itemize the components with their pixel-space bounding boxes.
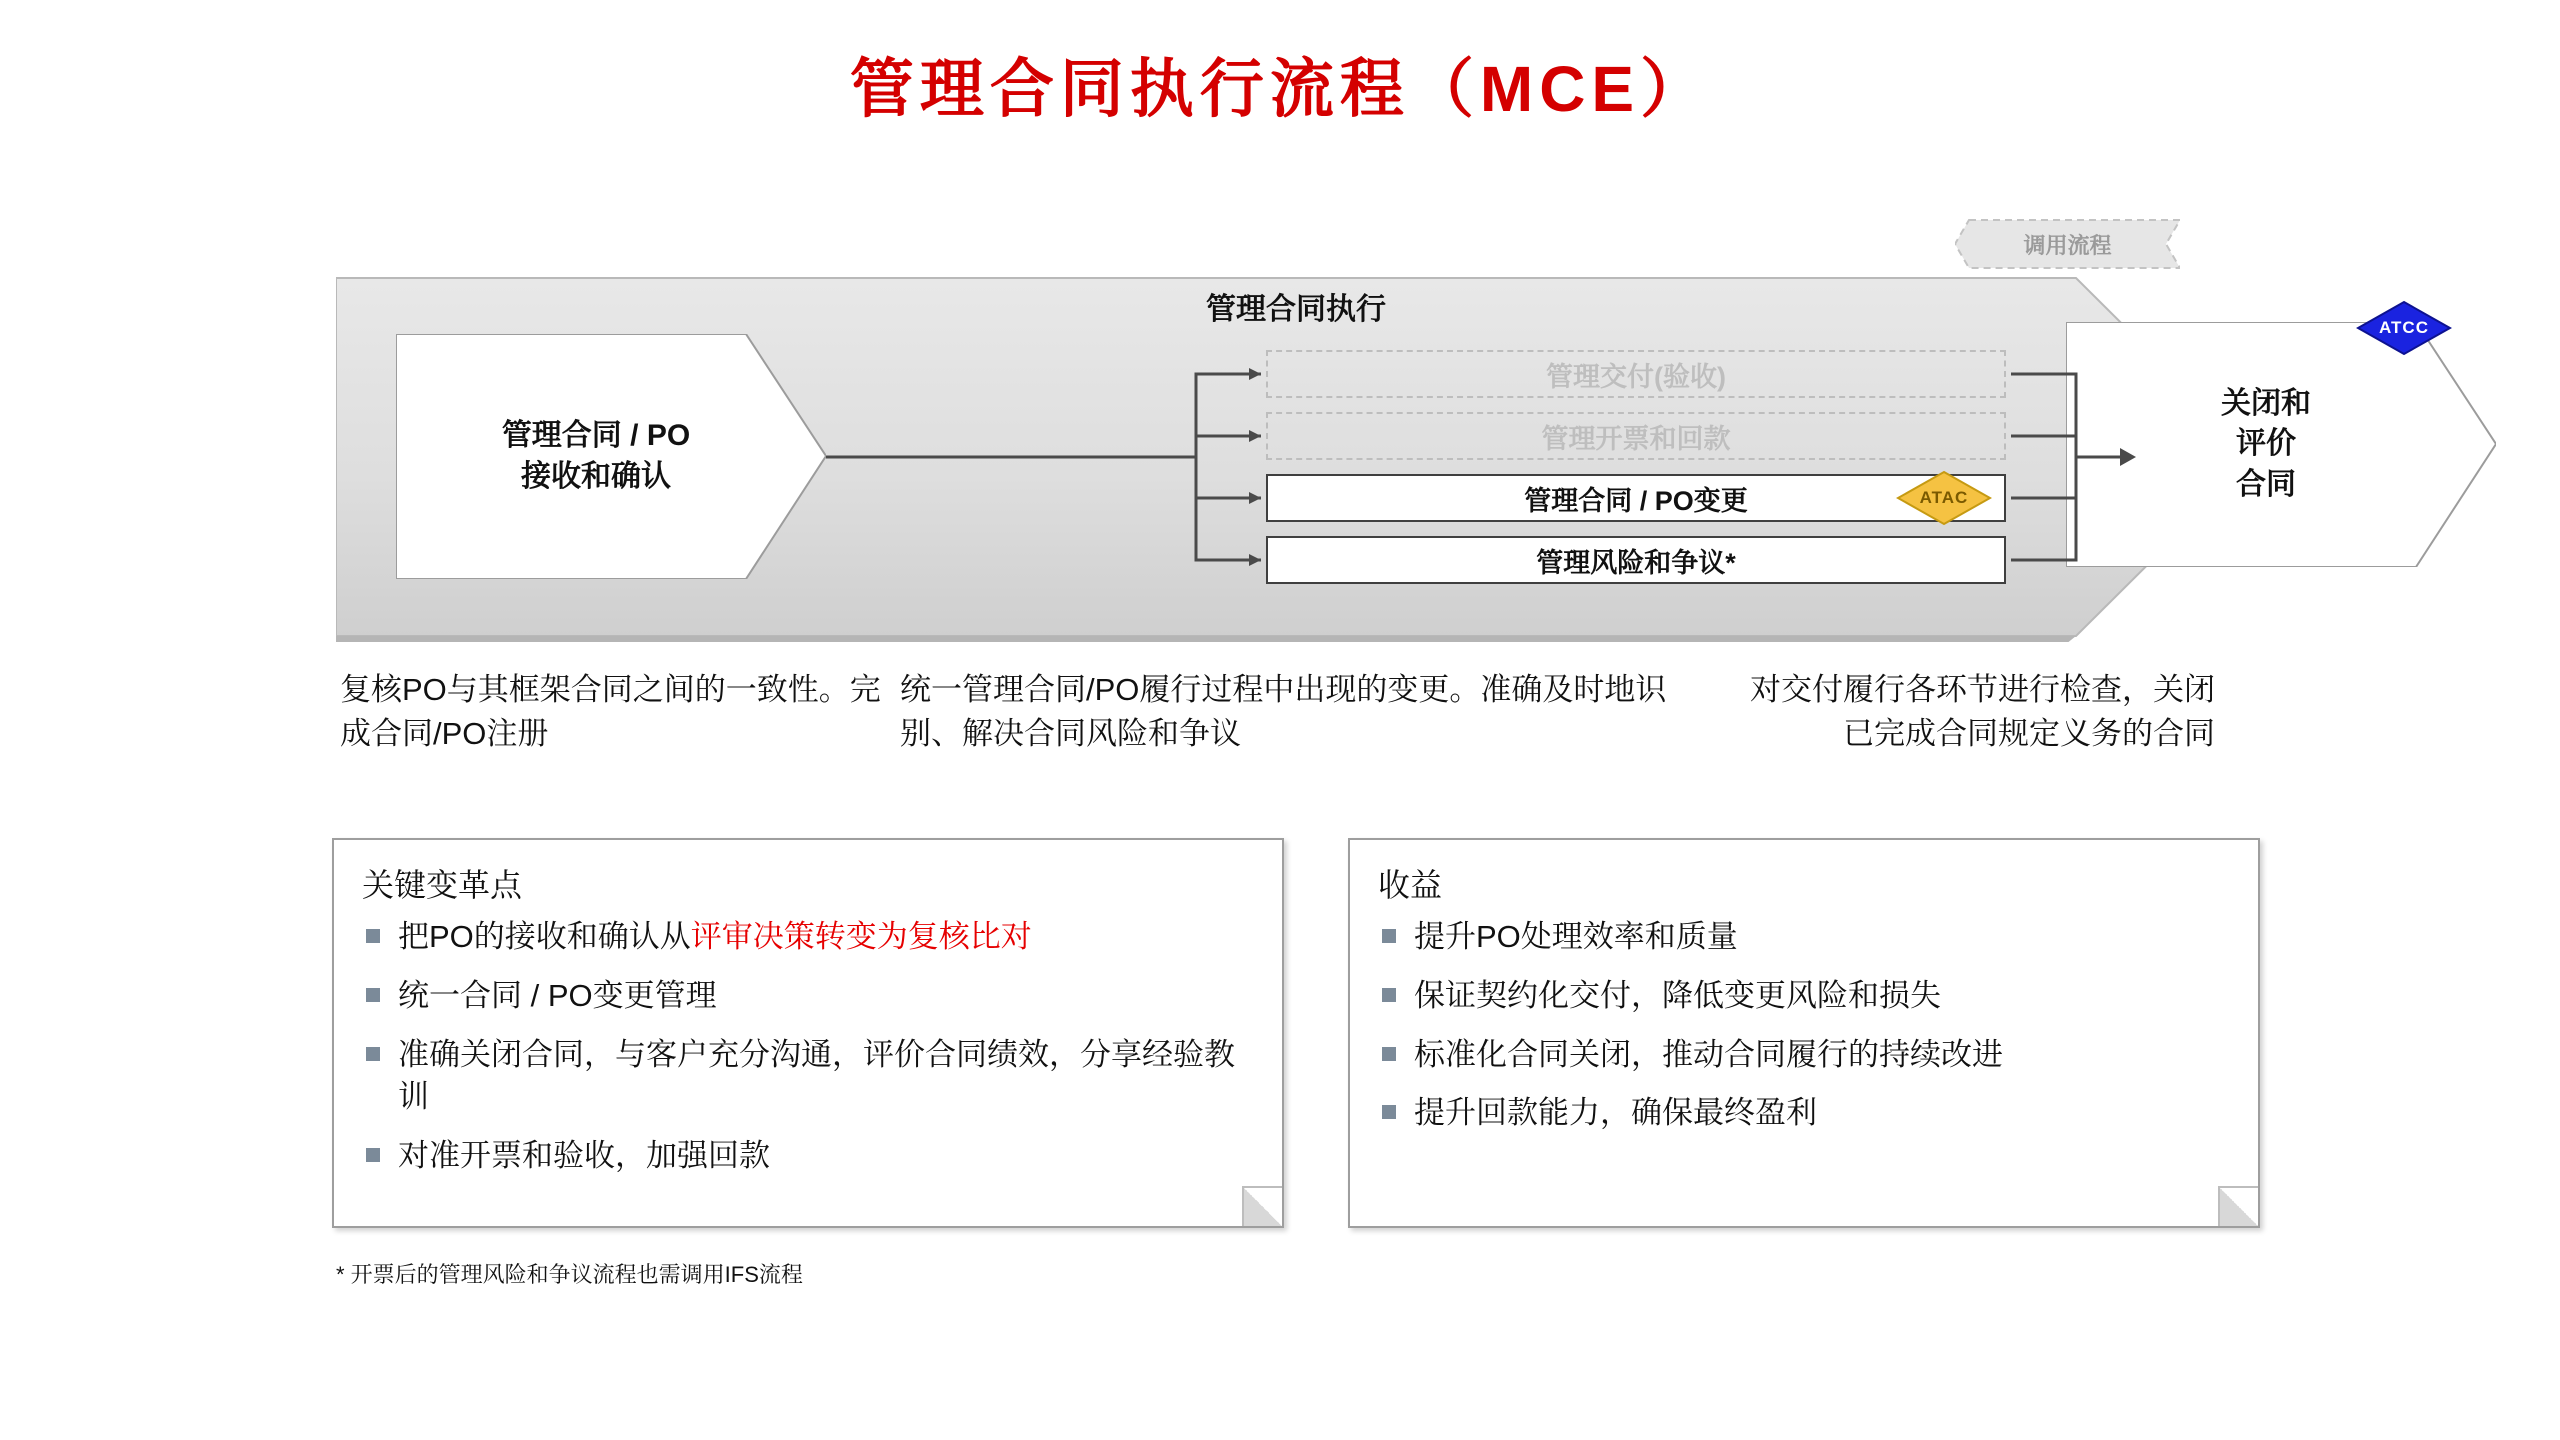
panel-key-changes-list xyxy=(334,910,1282,1178)
subprocess-invoice-collection[interactable]: 管理开票和回款 xyxy=(1266,412,2006,460)
list-item-text: 对准开票和验收，加强回款 xyxy=(398,1138,770,1174)
footnote: * 开票后的管理风险和争议流程也需调用IFS流程 xyxy=(336,1262,803,1287)
list-item xyxy=(1380,1034,2224,1077)
band-title: 管理合同执行 xyxy=(1206,293,1386,326)
list-item-text: 标准化合同关闭，推动合同履行的持续改进 xyxy=(1414,1036,2003,1072)
page-title: 管理合同执行流程（MCE） xyxy=(849,53,1711,125)
panel-key-changes xyxy=(332,838,1284,1228)
list-item xyxy=(1380,916,2224,959)
list-item xyxy=(1380,1092,2224,1135)
panel-benefits-heading: 收益 xyxy=(1378,867,1443,903)
stage-left-line1: 管理合同 / PO xyxy=(501,419,691,452)
list-item-text: 提升回款能力，确保最终盈利 xyxy=(1414,1095,1817,1131)
list-item-text: 准确关闭合同，与客户充分沟通，评价合同绩效，分享经验教训 xyxy=(398,1036,1235,1115)
stage-left-line2: 接收和确认 xyxy=(521,459,671,493)
list-item-text: 保证契约化交付，降低变更风险和损失 xyxy=(1414,977,1941,1013)
marker-atcc[interactable] xyxy=(2356,300,2452,356)
panel-benefits xyxy=(1348,838,2260,1228)
list-item xyxy=(364,1135,1248,1178)
list-item xyxy=(364,975,1248,1018)
marker-atac[interactable] xyxy=(1896,470,1992,526)
stage-right-line1: 关闭和 xyxy=(2221,386,2311,420)
process-flow-band xyxy=(336,272,2429,642)
subprocess-risk-dispute[interactable]: 管理风险和争议* xyxy=(1266,536,2006,584)
description-stage-1: 复核PO与其框架合同之间的一致性。完成合同/PO注册 xyxy=(340,672,881,752)
list-item-highlight: 评审决策转变为复核比对 xyxy=(690,919,1032,954)
subprocess-contract-change[interactable]: 管理合同 / PO变更 xyxy=(1266,474,2006,522)
panel-key-changes-heading: 关键变革点 xyxy=(362,867,523,903)
list-item-text: 统一合同 / PO变更管理 xyxy=(398,977,717,1013)
panel-corner-fold xyxy=(1242,1186,1282,1226)
stage-right-line3: 合同 xyxy=(2236,467,2296,501)
callout-label: 调用流程 xyxy=(2023,232,2112,258)
panel-benefits-list xyxy=(1350,910,2258,1135)
list-item xyxy=(364,1034,1248,1120)
description-stage-3: 对交付履行各环节进行检查，关闭已完成合同规定义务的合同 xyxy=(1750,672,2215,752)
panel-corner-fold xyxy=(2218,1186,2258,1226)
stage-right-line2: 评价 xyxy=(2236,427,2296,461)
subprocess-delivery[interactable]: 管理交付(验收) xyxy=(1266,350,2006,398)
description-stage-2: 统一管理合同/PO履行过程中出现的变更。准确及时地识别、解决合同风险和争议 xyxy=(900,672,1667,752)
list-item-text: 把PO的接收和确认从 xyxy=(398,919,691,954)
callout-invoke-process xyxy=(1955,218,2180,270)
marker-atcc-label: ATCC xyxy=(2379,318,2429,337)
marker-atac-label: ATAC xyxy=(1919,488,1969,507)
list-item xyxy=(364,916,1248,959)
list-item xyxy=(1380,975,2224,1018)
list-item-text: 提升PO处理效率和质量 xyxy=(1414,919,1738,954)
